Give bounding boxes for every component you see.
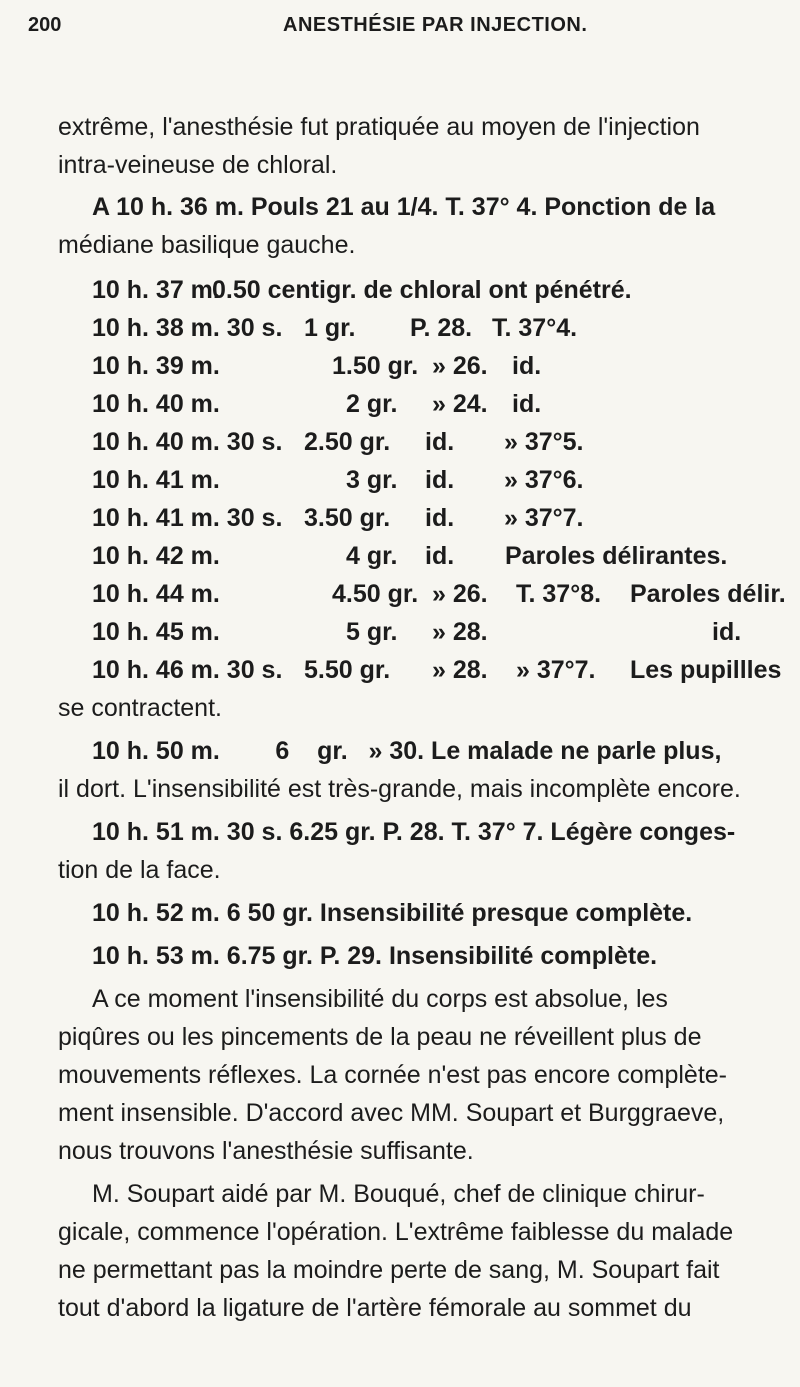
log-text: 0.50 centigr. de chloral ont pénétré. — [212, 276, 632, 304]
text-line: médiane basilique gauche. — [58, 231, 356, 259]
log-note: Les pupillles — [630, 656, 782, 684]
log-time: 10 h. 41 m. — [92, 466, 220, 494]
running-title: ANESTHÉSIE PAR INJECTION. — [283, 14, 588, 36]
text-line: gicale, commence l'opération. L'extrême faiblesse du malade — [58, 1218, 734, 1246]
page-number: 200 — [28, 14, 62, 36]
text-line: A ce moment l'insensibilité du corps est absolue, les — [92, 985, 668, 1013]
log-pulse: » 28. — [432, 618, 488, 646]
log-dose: 2 gr. — [346, 390, 398, 418]
log-pulse: » 28. — [432, 656, 488, 684]
log-note: Paroles délir. — [630, 580, 786, 608]
text-line: ne permettant pas la moindre perte de sang, M. Soupart fait — [58, 1256, 720, 1284]
log-time: 10 h. 37 m. — [92, 276, 220, 304]
log-temp: » 37°7. — [504, 504, 584, 532]
log-time: 10 h. 38 m. 30 s. — [92, 314, 283, 342]
log-temp: » 37°7. — [516, 656, 596, 684]
log-dose: 1 gr. — [304, 314, 356, 342]
log-time: 10 h. 40 m. 30 s. — [92, 428, 283, 456]
text-line: il dort. L'insensibilité est très-grande, mais incomplète encore. — [58, 775, 741, 803]
log-temp: » 37°6. — [504, 466, 584, 494]
log-temp: T. 37°4. — [492, 314, 578, 342]
text-line: tion de la face. — [58, 856, 221, 884]
text-line: ment insensible. D'accord avec MM. Soupart et Burggraeve, — [58, 1099, 725, 1127]
log-dose: 4.50 gr. — [332, 580, 419, 608]
text-line: 10 h. 51 m. 30 s. 6.25 gr. P. 28. T. 37° 7. Légère conges- — [92, 818, 736, 846]
log-dose: 2.50 gr. — [304, 428, 391, 456]
running-head — [28, 14, 770, 54]
text-line: 10 h. 50 m. 6 gr. » 30. Le malade ne parle plus, — [92, 737, 722, 765]
log-temp: id. — [512, 390, 542, 418]
log-dose: 3 gr. — [346, 466, 398, 494]
text-line: extrême, l'anesthésie fut pratiquée au moyen de l'injection — [58, 113, 700, 141]
log-temp: T. 37°8. — [516, 580, 602, 608]
log-pulse: id. — [425, 466, 455, 494]
log-dose: 5.50 gr. — [304, 656, 391, 684]
text-line: tout d'abord la ligature de l'artère fémorale au sommet du — [58, 1294, 692, 1322]
log-pulse: » 24. — [432, 390, 488, 418]
log-time: 10 h. 45 m. — [92, 618, 220, 646]
log-temp: Paroles délirantes. — [505, 542, 728, 570]
log-pulse: id. — [425, 428, 455, 456]
log-temp: id. — [512, 352, 542, 380]
log-note: id. — [712, 618, 742, 646]
text-line: intra-veineuse de chloral. — [58, 151, 338, 179]
text-line: nous trouvons l'anesthésie suffisante. — [58, 1137, 474, 1165]
log-dose: 3.50 gr. — [304, 504, 391, 532]
log-time: 10 h. 40 m. — [92, 390, 220, 418]
text-line: se contractent. — [58, 694, 222, 722]
log-pulse: P. 28. — [410, 314, 473, 342]
text-line: 10 h. 52 m. 6 50 gr. Insensibilité presque complète. — [92, 899, 693, 927]
log-pulse: id. — [425, 504, 455, 532]
text-line: mouvements réflexes. La cornée n'est pas encore complète- — [58, 1061, 728, 1089]
log-pulse: » 26. — [432, 352, 488, 380]
text-line: piqûres ou les pincements de la peau ne réveillent plus de — [58, 1023, 702, 1051]
log-pulse: » 26. — [432, 580, 488, 608]
log-time: 10 h. 42 m. — [92, 542, 220, 570]
text-line: A 10 h. 36 m. Pouls 21 au 1/4. T. 37° 4. Ponction de la — [92, 193, 716, 221]
log-dose: 4 gr. — [346, 542, 398, 570]
log-pulse: id. — [425, 542, 455, 570]
log-time: 10 h. 46 m. 30 s. — [92, 656, 283, 684]
log-time: 10 h. 44 m. — [92, 580, 220, 608]
log-time: 10 h. 39 m. — [92, 352, 220, 380]
log-dose: 1.50 gr. — [332, 352, 419, 380]
log-time: 10 h. 41 m. 30 s. — [92, 504, 283, 532]
text-line: 10 h. 53 m. 6.75 gr. P. 29. Insensibilité complète. — [92, 942, 658, 970]
log-temp: » 37°5. — [504, 428, 584, 456]
log-dose: 5 gr. — [346, 618, 398, 646]
text-line: M. Soupart aidé par M. Bouqué, chef de clinique chirur- — [92, 1180, 705, 1208]
